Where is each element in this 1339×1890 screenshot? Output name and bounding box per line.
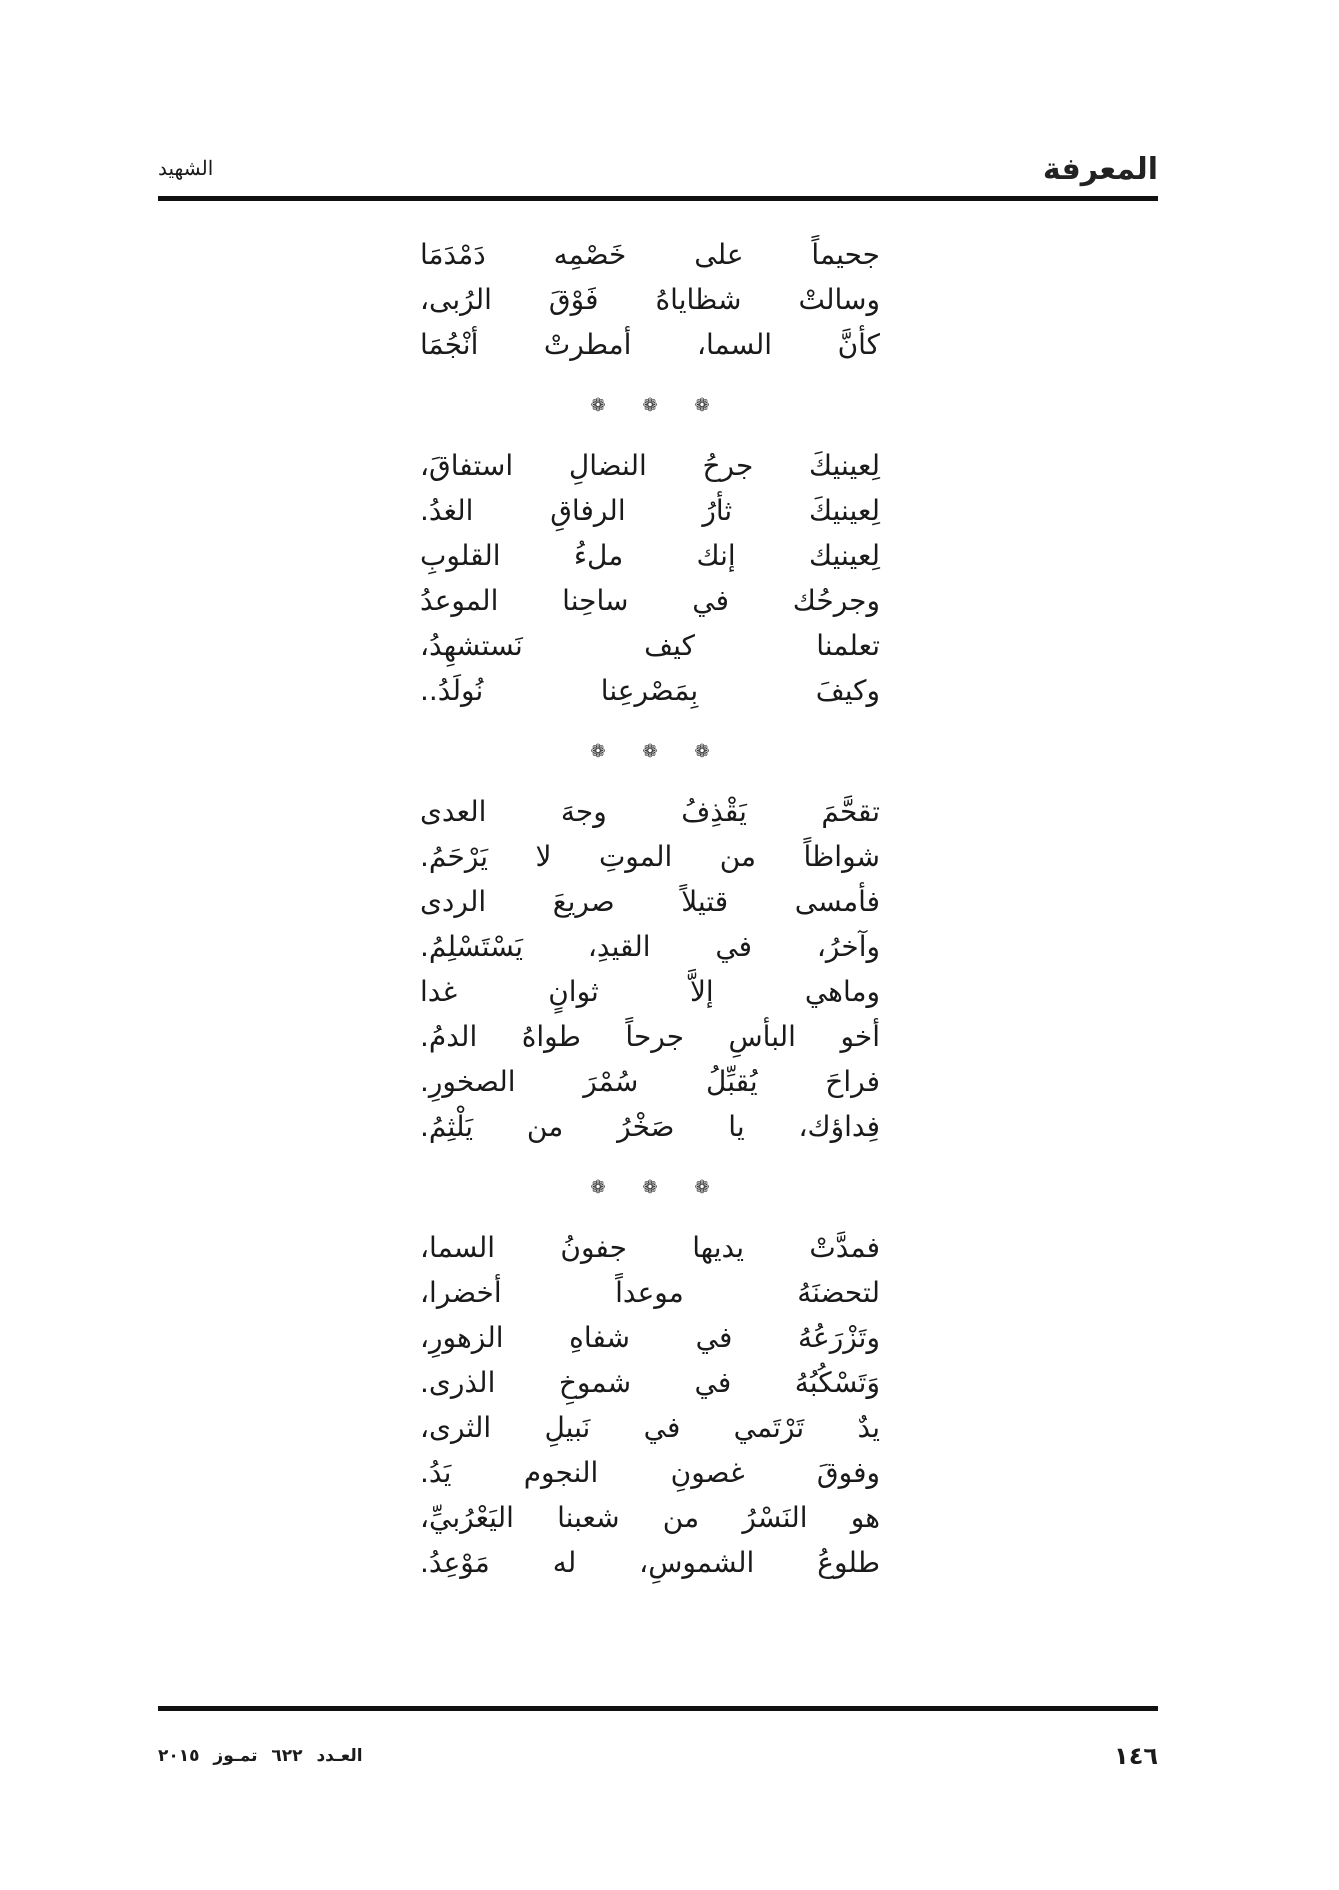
flower-ornament-icon: ❁ <box>642 394 658 416</box>
magazine-logo: المعرفة <box>1042 152 1158 187</box>
verse: وَتَسْكُبُهُ في شموخِ الذرى. <box>420 1366 880 1399</box>
verse: وجرحُك في ساحِنا الموعدُ <box>420 584 880 617</box>
verse: فراحَ يُقبِّلُ سُمْرَ الصخورِ. <box>420 1065 880 1098</box>
header-rule <box>158 196 1158 201</box>
flower-ornament-icon: ❁ <box>642 1176 658 1198</box>
verse: لِعينيك إنك ملءُ القلوبِ <box>420 539 880 572</box>
verse: لتحضنَهُ موعداً أخضرا، <box>420 1276 880 1309</box>
stanza-1 <box>420 232 880 367</box>
page-footer <box>158 1742 1158 1782</box>
footer-rule <box>158 1706 1158 1711</box>
verse: جحيماً على خَصْمِه دَمْدَمَا <box>420 238 880 271</box>
verse: فأمسى قتيلاً صريعَ الردى <box>420 885 880 918</box>
verse: لِعينيكَ جرحُ النضالِ استفاقَ، <box>420 449 880 482</box>
verse: تقحَّمَ يَقْذِفُ وجهَ العدى <box>420 795 880 828</box>
flower-ornament-icon: ❁ <box>590 740 606 762</box>
stanza-4 <box>420 1225 880 1585</box>
flower-ornament-icon: ❁ <box>642 740 658 762</box>
stanza-divider <box>420 367 880 443</box>
page-number: ١٤٦ <box>1114 1742 1158 1770</box>
verse: وكيفَ بِمَصْرعِنا نُولَدُ.. <box>420 674 880 707</box>
verse: وتَزْرَعُهُ في شفاهِ الزهورِ، <box>420 1321 880 1354</box>
page-header <box>158 150 1158 194</box>
verse: لِعينيكَ ثأرُ الرفاقِ الغدُ. <box>420 494 880 527</box>
verse: فمدَّتْ يديها جفونُ السما، <box>420 1231 880 1264</box>
verse: هو النَسْرُ من شعبنا اليَعْرُبيِّ، <box>420 1501 880 1534</box>
verse: كأنَّ السما، أمطرتْ أنْجُمَا <box>420 328 880 361</box>
verse: يدٌ تَرْتَمي في نَبيلِ الثرى، <box>420 1411 880 1444</box>
flower-ornament-icon: ❁ <box>590 1176 606 1198</box>
flower-ornament-icon: ❁ <box>590 394 606 416</box>
stanza-divider <box>420 1149 880 1225</box>
flower-ornament-icon: ❁ <box>694 1176 710 1198</box>
verse: وآخرُ، في القيدِ، يَسْتَسْلِمُ. <box>420 930 880 963</box>
verse: تعلمنا كيف نَستشهِدُ، <box>420 629 880 662</box>
verse: أخو البأسِ جرحاً طواهُ الدمُ. <box>420 1020 880 1053</box>
flower-ornament-icon: ❁ <box>694 740 710 762</box>
flower-ornament-icon: ❁ <box>694 394 710 416</box>
section-title: الشهيد <box>158 156 214 180</box>
verse: فِداؤك، يا صَخْرُ من يَلْثِمُ. <box>420 1110 880 1143</box>
poem-body <box>420 232 880 1585</box>
verse: شواظاً من الموتِ لا يَرْحَمُ. <box>420 840 880 873</box>
stanza-2 <box>420 443 880 713</box>
issue-info: العـدد ٦٢٢ تمـوز ٢٠١٥ <box>158 1746 363 1766</box>
stanza-divider <box>420 713 880 789</box>
verse: وماهي إلاَّ ثوانٍ غدا <box>420 975 880 1008</box>
stanza-3 <box>420 789 880 1149</box>
verse: وسالتْ شظاياهُ فَوْقَ الرُبى، <box>420 283 880 316</box>
verse: طلوعُ الشموسِ، له مَوْعِدُ. <box>420 1546 880 1579</box>
verse: وفوقَ غصونِ النجوم يَدُ. <box>420 1456 880 1489</box>
